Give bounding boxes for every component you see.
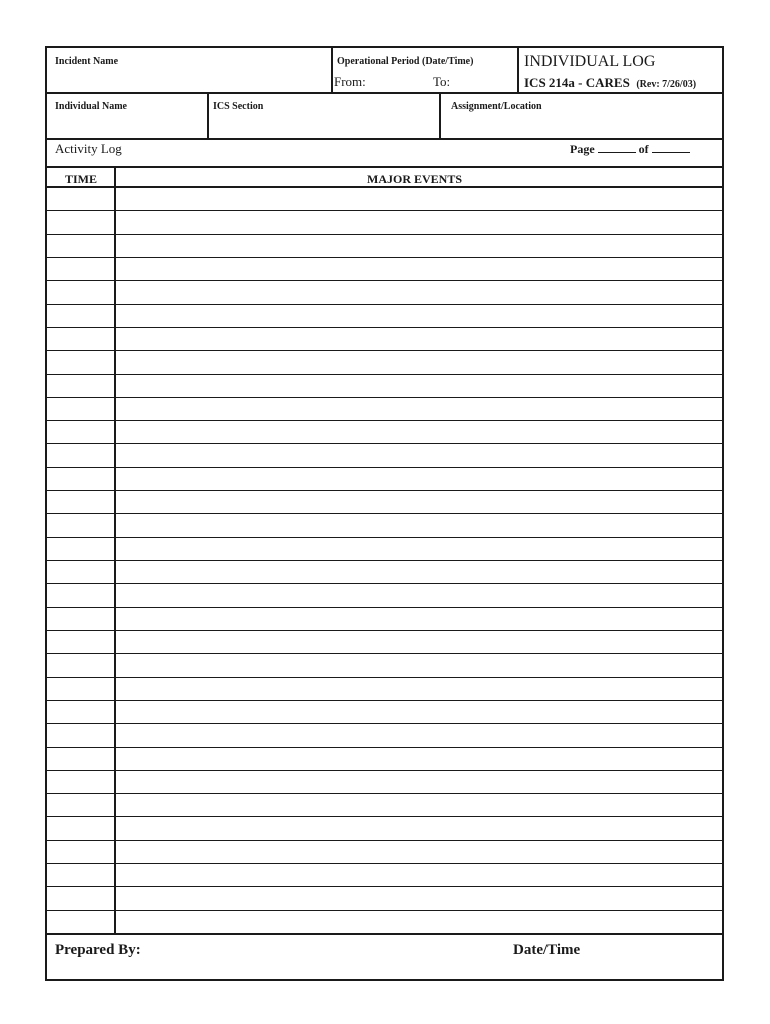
- log-row: [47, 375, 722, 398]
- log-row: [47, 841, 722, 864]
- log-row: [47, 748, 722, 771]
- page-total-field[interactable]: [652, 142, 690, 153]
- assignment-location-label: Assignment/Location: [451, 101, 542, 112]
- time-cell[interactable]: [47, 748, 113, 770]
- individual-name-field[interactable]: [55, 113, 205, 135]
- log-row: [47, 608, 722, 631]
- divider: [207, 93, 209, 138]
- major-events-column-header: MAJOR EVENTS: [367, 172, 463, 186]
- major-events-cell[interactable]: [117, 421, 722, 443]
- major-events-cell[interactable]: [117, 841, 722, 863]
- major-events-cell[interactable]: [117, 654, 722, 676]
- log-row: [47, 887, 722, 910]
- major-events-cell[interactable]: [117, 538, 722, 560]
- major-events-cell[interactable]: [117, 258, 722, 280]
- time-cell[interactable]: [47, 468, 113, 490]
- from-field[interactable]: [372, 72, 430, 88]
- time-cell[interactable]: [47, 328, 113, 350]
- operational-period-label: Operational Period (Date/Time): [337, 56, 474, 67]
- log-row: [47, 468, 722, 491]
- time-cell[interactable]: [47, 794, 113, 816]
- time-cell[interactable]: [47, 654, 113, 676]
- assignment-location-field[interactable]: [445, 113, 717, 135]
- log-row: [47, 444, 722, 467]
- major-events-cell[interactable]: [117, 608, 722, 630]
- time-cell[interactable]: [47, 514, 113, 536]
- log-row: [47, 584, 722, 607]
- major-events-cell[interactable]: [117, 817, 722, 839]
- from-label: From:: [334, 74, 366, 89]
- time-cell[interactable]: [47, 841, 113, 863]
- form-title: INDIVIDUAL LOG: [524, 53, 656, 70]
- major-events-cell[interactable]: [117, 491, 722, 513]
- time-cell[interactable]: [47, 887, 113, 909]
- major-events-cell[interactable]: [117, 701, 722, 723]
- divider: [47, 933, 722, 935]
- log-row: [47, 538, 722, 561]
- major-events-cell[interactable]: [117, 724, 722, 746]
- major-events-cell[interactable]: [117, 468, 722, 490]
- major-events-cell[interactable]: [117, 235, 722, 257]
- log-row: [47, 398, 722, 421]
- log-row: [47, 514, 722, 537]
- major-events-cell[interactable]: [117, 514, 722, 536]
- prepared-by-label: Prepared By:: [55, 942, 141, 958]
- log-row: [47, 701, 722, 724]
- major-events-cell[interactable]: [117, 398, 722, 420]
- to-field[interactable]: [453, 72, 515, 88]
- individual-log-form: [45, 46, 724, 981]
- time-cell[interactable]: [47, 444, 113, 466]
- log-row: [47, 678, 722, 701]
- log-row: [47, 724, 722, 747]
- divider: [47, 92, 722, 94]
- time-cell[interactable]: [47, 351, 113, 373]
- log-row: [47, 211, 722, 234]
- divider: [331, 48, 333, 92]
- major-events-cell[interactable]: [117, 351, 722, 373]
- activity-log-rows: [47, 188, 722, 934]
- major-events-cell[interactable]: [117, 444, 722, 466]
- major-events-cell[interactable]: [117, 211, 722, 233]
- major-events-cell[interactable]: [117, 561, 722, 583]
- log-row: [47, 771, 722, 794]
- time-cell[interactable]: [47, 724, 113, 746]
- major-events-cell[interactable]: [117, 771, 722, 793]
- time-cell[interactable]: [47, 911, 113, 933]
- time-cell[interactable]: [47, 188, 113, 210]
- log-row: [47, 817, 722, 840]
- incident-name-field[interactable]: [55, 68, 327, 90]
- major-events-cell[interactable]: [117, 794, 722, 816]
- log-row: [47, 491, 722, 514]
- page-number-field[interactable]: [598, 142, 636, 153]
- major-events-cell[interactable]: [117, 678, 722, 700]
- major-events-cell[interactable]: [117, 328, 722, 350]
- log-row: [47, 911, 722, 933]
- time-cell[interactable]: [47, 491, 113, 513]
- major-events-cell[interactable]: [117, 375, 722, 397]
- activity-log-label: Activity Log: [55, 141, 122, 156]
- time-cell[interactable]: [47, 701, 113, 723]
- revision-text: (Rev: 7/26/03): [636, 79, 697, 90]
- prepared-by-field[interactable]: [147, 940, 497, 970]
- major-events-cell[interactable]: [117, 887, 722, 909]
- divider: [47, 138, 722, 140]
- log-row: [47, 561, 722, 584]
- time-cell[interactable]: [47, 305, 113, 327]
- time-cell[interactable]: [47, 561, 113, 583]
- date-time-field[interactable]: [587, 940, 717, 970]
- major-events-cell[interactable]: [117, 188, 722, 210]
- log-row: [47, 654, 722, 677]
- major-events-cell[interactable]: [117, 281, 722, 303]
- to-label: To:: [433, 74, 451, 89]
- date-time-label: Date/Time: [513, 942, 581, 958]
- log-row: [47, 864, 722, 887]
- page-indicator: Page of: [570, 142, 690, 157]
- divider: [47, 166, 722, 168]
- time-column-header: TIME: [65, 172, 98, 186]
- time-cell[interactable]: [47, 631, 113, 653]
- time-cell[interactable]: [47, 584, 113, 606]
- log-row: [47, 235, 722, 258]
- log-row: [47, 328, 722, 351]
- time-cell[interactable]: [47, 817, 113, 839]
- major-events-cell[interactable]: [117, 748, 722, 770]
- individual-name-label: Individual Name: [55, 101, 127, 112]
- time-cell[interactable]: [47, 538, 113, 560]
- ics-section-label: ICS Section: [213, 101, 264, 112]
- divider: [517, 48, 519, 92]
- log-row: [47, 258, 722, 281]
- time-column-divider: [114, 167, 116, 934]
- log-row: [47, 351, 722, 374]
- time-cell[interactable]: [47, 281, 113, 303]
- time-cell[interactable]: [47, 608, 113, 630]
- time-cell[interactable]: [47, 211, 113, 233]
- incident-name-label: Incident Name: [55, 56, 119, 67]
- time-cell[interactable]: [47, 771, 113, 793]
- major-events-cell[interactable]: [117, 864, 722, 886]
- log-row: [47, 281, 722, 304]
- divider: [439, 93, 441, 138]
- time-cell[interactable]: [47, 235, 113, 257]
- time-cell[interactable]: [47, 375, 113, 397]
- time-cell[interactable]: [47, 864, 113, 886]
- major-events-cell[interactable]: [117, 584, 722, 606]
- time-cell[interactable]: [47, 398, 113, 420]
- log-row: [47, 421, 722, 444]
- ics-section-field[interactable]: [213, 113, 437, 135]
- log-row: [47, 305, 722, 328]
- major-events-cell[interactable]: [117, 631, 722, 653]
- log-row: [47, 794, 722, 817]
- time-cell[interactable]: [47, 258, 113, 280]
- major-events-cell[interactable]: [117, 305, 722, 327]
- major-events-cell[interactable]: [117, 911, 722, 933]
- time-cell[interactable]: [47, 678, 113, 700]
- log-row: [47, 188, 722, 211]
- form-subtitle: ICS 214a - CARES (Rev: 7/26/03): [524, 75, 697, 90]
- time-cell[interactable]: [47, 421, 113, 443]
- log-row: [47, 631, 722, 654]
